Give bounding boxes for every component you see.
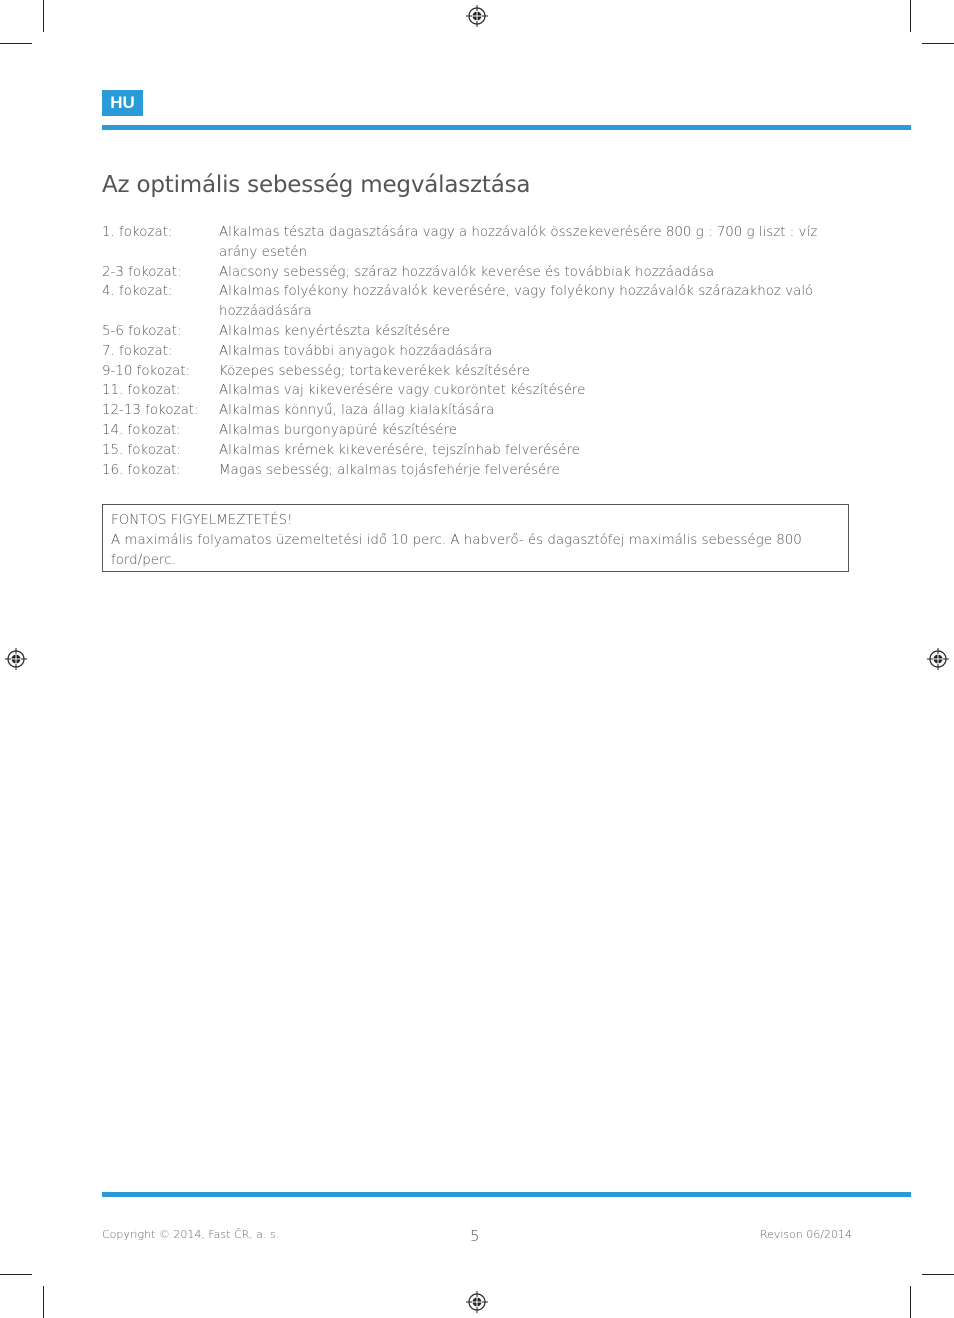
speed-description: Közepes sebesség; tortakeverékek készítésére [219, 363, 530, 379]
warning-text: A maximális folyamatos üzemeltetési idő 10 perc. A habverő- és dagasztófej maximális sebessége 800 ford/perc. [111, 533, 802, 568]
speed-description: Alkalmas tészta dagasztására vagy a hozzávalók összekeverésére 800 g : 700 g liszt : víz arány esetén [219, 225, 818, 260]
speed-level: 1. fokozat: [102, 225, 173, 240]
list-item [102, 401, 842, 421]
warning-heading: FONTOS FIGYELMEZTETÉS! [111, 513, 293, 528]
revision-text: Revison 06/2014 [759, 1228, 852, 1241]
list-item [102, 362, 842, 382]
speed-level: 11. fokozat: [102, 383, 181, 399]
speed-level: 2-3 fokozat: [102, 264, 182, 280]
speed-description: Alkalmas kenyértészta készítésére [219, 323, 451, 339]
registration-mark-icon [927, 648, 949, 670]
list-item [102, 461, 842, 481]
speed-description: Alkalmas további anyagok hozzáadására [219, 343, 493, 359]
speed-level: 9-10 fokozat: [102, 363, 191, 379]
speed-description: Alacsony sebesség; száraz hozzávalók keverése és továbbiak hozzáadása [219, 264, 715, 280]
crop-mark [0, 43, 32, 44]
speed-list [102, 223, 842, 480]
registration-mark-icon [466, 1291, 488, 1313]
crop-mark [922, 1274, 954, 1275]
speed-level: 14. fokozat: [102, 422, 181, 438]
list-item [102, 282, 842, 322]
speed-description: Alkalmas burgonyapüré készítésére [219, 422, 457, 438]
speed-level: 15. fokozat: [102, 442, 181, 458]
list-item [102, 263, 842, 283]
speed-level: 7. fokozat: [102, 343, 173, 359]
speed-level: 16. fokozat: [102, 462, 181, 478]
list-item [102, 223, 842, 263]
crop-mark [43, 0, 44, 32]
header-rule [102, 125, 911, 130]
speed-level: 12-13 fokozat: [102, 403, 199, 419]
list-item [102, 441, 842, 461]
page-number: 5 [470, 1227, 480, 1245]
warning-box [102, 504, 849, 572]
speed-description: Magas sebesség; alkalmas tojásfehérje felverésére [219, 462, 560, 478]
language-badge: HU [102, 90, 143, 116]
list-item [102, 381, 842, 401]
list-item [102, 342, 842, 362]
registration-mark-icon [466, 5, 488, 27]
speed-description: Alkalmas folyékony hozzávalók keverésére, vagy folyékony hozzávalók szárazakhoz való hozzáadására [219, 284, 814, 320]
speed-description: Alkalmas könnyű, laza állag kialakítására [219, 403, 495, 419]
speed-level: 5-6 fokozat: [102, 323, 182, 339]
crop-mark [910, 0, 911, 32]
list-item [102, 322, 842, 342]
crop-mark [922, 43, 954, 44]
footer-rule [102, 1192, 911, 1197]
speed-description: Alkalmas krémek kikeverésére, tejszínhab felverésére [219, 442, 580, 458]
speed-level: 4. fokozat: [102, 284, 173, 300]
copyright-text: Copyright © 2014, Fast ČR, a. s. [102, 1228, 280, 1241]
list-item [102, 421, 842, 441]
crop-mark [43, 1286, 44, 1318]
registration-mark-icon [5, 648, 27, 670]
page-title: Az optimális sebesség megválasztása [102, 172, 531, 198]
speed-description: Alkalmas vaj kikeverésére vagy cukoröntet készítésére [219, 383, 586, 399]
crop-mark [0, 1274, 32, 1275]
crop-mark [910, 1286, 911, 1318]
